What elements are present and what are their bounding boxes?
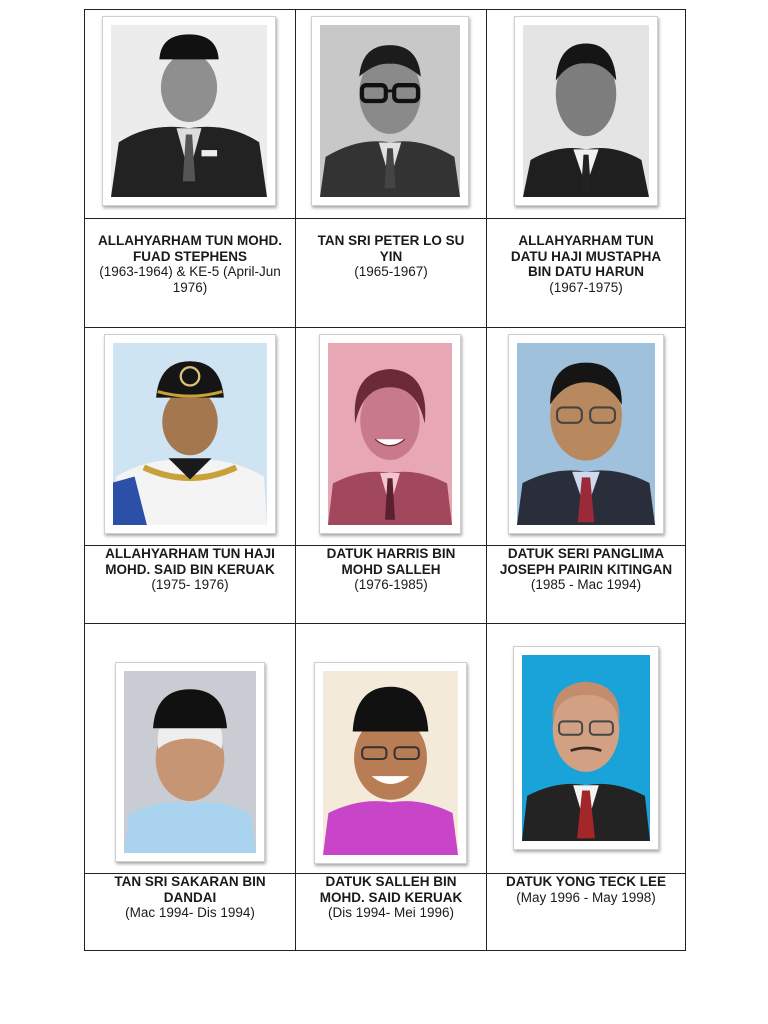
leader-term: (Mac 1994- Dis 1994) bbox=[125, 905, 255, 920]
portrait-photo bbox=[517, 343, 655, 525]
column-divider bbox=[295, 10, 296, 950]
leader-name: ALLAHYARHAM TUN HAJI MOHD. SAID BIN KERUAK bbox=[105, 546, 275, 577]
leader-caption bbox=[101, 874, 279, 921]
portrait-photo bbox=[328, 343, 452, 525]
leader-caption bbox=[89, 233, 291, 295]
leader-caption bbox=[491, 546, 681, 593]
leader-name: DATUK SERI PANGLIMA JOSEPH PAIRIN KITINGAN bbox=[499, 546, 673, 577]
leader-cell bbox=[85, 219, 295, 327]
leader-name: DATUK SALLEH BIN MOHD. SAID KERUAK bbox=[319, 874, 463, 905]
portrait-photo bbox=[111, 25, 267, 197]
column-divider bbox=[486, 10, 487, 950]
leader-cell bbox=[296, 874, 486, 950]
portrait-photo bbox=[113, 343, 267, 525]
leader-name: DATUK YONG TECK LEE bbox=[505, 874, 666, 889]
portrait-frame bbox=[115, 662, 265, 862]
leaders-table bbox=[84, 9, 686, 951]
leader-name: ALLAHYARHAM TUN DATU HAJI MUSTAPHA BIN DATU HARUN bbox=[510, 233, 662, 279]
leader-term: (May 1996 - May 1998) bbox=[516, 889, 656, 905]
portrait-frame bbox=[104, 334, 276, 534]
portrait-frame bbox=[102, 16, 276, 206]
leader-cell bbox=[487, 546, 685, 623]
leader-term: (1975- 1976) bbox=[151, 577, 229, 592]
portrait-photo bbox=[320, 25, 460, 197]
row-divider bbox=[85, 327, 685, 328]
portrait-frame bbox=[513, 646, 659, 850]
leader-cell bbox=[85, 874, 295, 950]
leader-caption bbox=[310, 233, 472, 280]
leader-cell bbox=[296, 546, 486, 623]
leader-term: (1976-1985) bbox=[354, 577, 428, 592]
leader-caption bbox=[491, 874, 681, 905]
portrait-frame bbox=[514, 16, 658, 206]
leader-cell bbox=[487, 874, 685, 950]
portrait-frame bbox=[311, 16, 469, 206]
leader-cell bbox=[296, 219, 486, 327]
portrait-photo bbox=[523, 25, 649, 197]
leader-name: TAN SRI SAKARAN BIN DANDAI bbox=[114, 874, 266, 905]
portrait-frame bbox=[314, 662, 467, 864]
leader-caption bbox=[316, 546, 466, 593]
row-divider bbox=[85, 623, 685, 624]
leader-caption bbox=[501, 233, 671, 295]
portrait-frame bbox=[508, 334, 664, 534]
portrait-frame bbox=[319, 334, 461, 534]
leader-term: (1963-1964) & KE-5 (April-Jun 1976) bbox=[99, 264, 281, 295]
leader-term: (1965-1967) bbox=[354, 264, 428, 279]
leader-name: ALLAHYARHAM TUN MOHD. FUAD STEPHENS bbox=[98, 233, 282, 264]
leader-name: TAN SRI PETER LO SU YIN bbox=[317, 233, 465, 264]
portrait-photo bbox=[522, 655, 650, 841]
leader-cell bbox=[487, 219, 685, 327]
leader-term: (1985 - Mac 1994) bbox=[530, 577, 642, 592]
leader-term: (1967-1975) bbox=[549, 279, 623, 295]
leader-term: (Dis 1994- Mei 1996) bbox=[327, 905, 455, 920]
leader-cell bbox=[85, 546, 295, 623]
portrait-photo bbox=[323, 671, 458, 855]
leader-caption bbox=[89, 546, 291, 593]
leader-name: DATUK HARRIS BIN MOHD SALLEH bbox=[326, 546, 456, 577]
portrait-photo bbox=[124, 671, 256, 853]
leader-caption bbox=[310, 874, 472, 921]
